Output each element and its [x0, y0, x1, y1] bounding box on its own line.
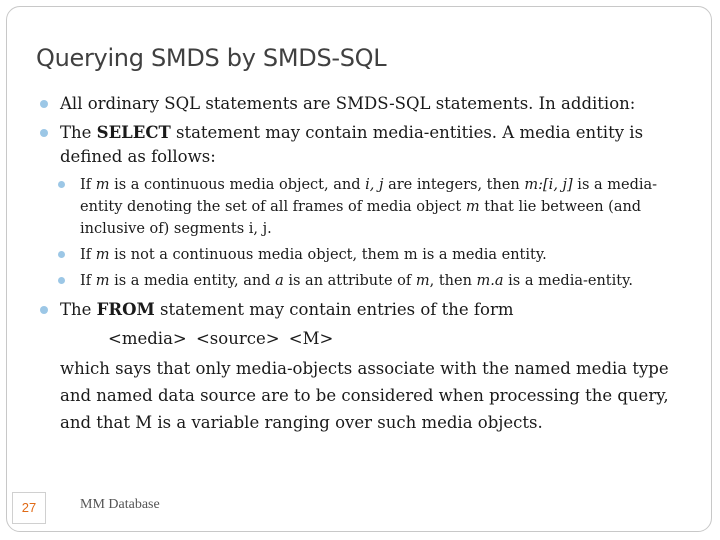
text: is a media-entity.: [503, 273, 633, 289]
sub-bullet-attribute: [58, 270, 690, 292]
bullet-dot: [40, 100, 48, 108]
bullet-from-statement: [40, 298, 690, 322]
bullet-dot: [40, 129, 48, 137]
text: , then: [429, 273, 477, 289]
slide-number: 27: [12, 492, 46, 524]
bullet-dot: [58, 181, 65, 188]
footer-label: MM Database: [80, 497, 160, 512]
text: that lie between (and inclusive of) segments i, j.: [80, 199, 642, 237]
bullet-text-pre: The: [60, 123, 97, 142]
math-var: m:[i, j]: [524, 177, 573, 193]
sub-bullet-non-continuous: [58, 244, 690, 266]
sub-bullet-continuous-media: [58, 174, 690, 240]
from-syntax: <media> <source> <M>: [108, 329, 334, 348]
text: is a continuous media object, and: [109, 177, 366, 193]
from-explanation: which says that only media-objects associate with the named media type and named data source are to be considered when processing the query, and that M is a variable ranging over such media objects.: [60, 359, 669, 432]
bullet-text: All ordinary SQL statements are SMDS-SQL statements. In addition:: [60, 94, 636, 113]
math-var: a: [275, 273, 284, 289]
text: is a media-entity denoting the set of all frames of media object: [80, 177, 658, 215]
text: are integers, then: [383, 177, 525, 193]
text: is not a continuous media object, them m is a media entity.: [109, 247, 547, 263]
bullet-select-statement: [40, 121, 690, 169]
math-var: m: [95, 273, 110, 289]
bullet-dot: [58, 277, 65, 284]
bullet-text-post: statement may contain entries of the form: [154, 300, 514, 319]
text: If: [80, 273, 96, 289]
text: If: [80, 177, 96, 193]
text: If: [80, 247, 96, 263]
bullet-dot: [40, 306, 48, 314]
text: is an attribute of: [283, 273, 416, 289]
slide-content: [40, 92, 690, 436]
bullet-dot: [58, 251, 65, 258]
math-var: i, j: [365, 177, 384, 193]
bullet-ordinary-sql: [40, 92, 690, 116]
math-var: m: [95, 177, 110, 193]
keyword-from: FROM: [96, 300, 155, 319]
slide-title: Querying SMDS by SMDS-SQL: [36, 44, 387, 72]
bullet-text-pre: The: [60, 300, 97, 319]
math-var: m: [465, 199, 480, 215]
text: is a media entity, and: [109, 273, 276, 289]
math-var: m: [415, 273, 430, 289]
math-var: m.a: [476, 273, 504, 289]
keyword-select: SELECT: [96, 123, 171, 142]
math-var: m: [95, 247, 110, 263]
bullet-text-post: statement may contain media-entities. A media entity is defined as follows:: [60, 123, 644, 166]
